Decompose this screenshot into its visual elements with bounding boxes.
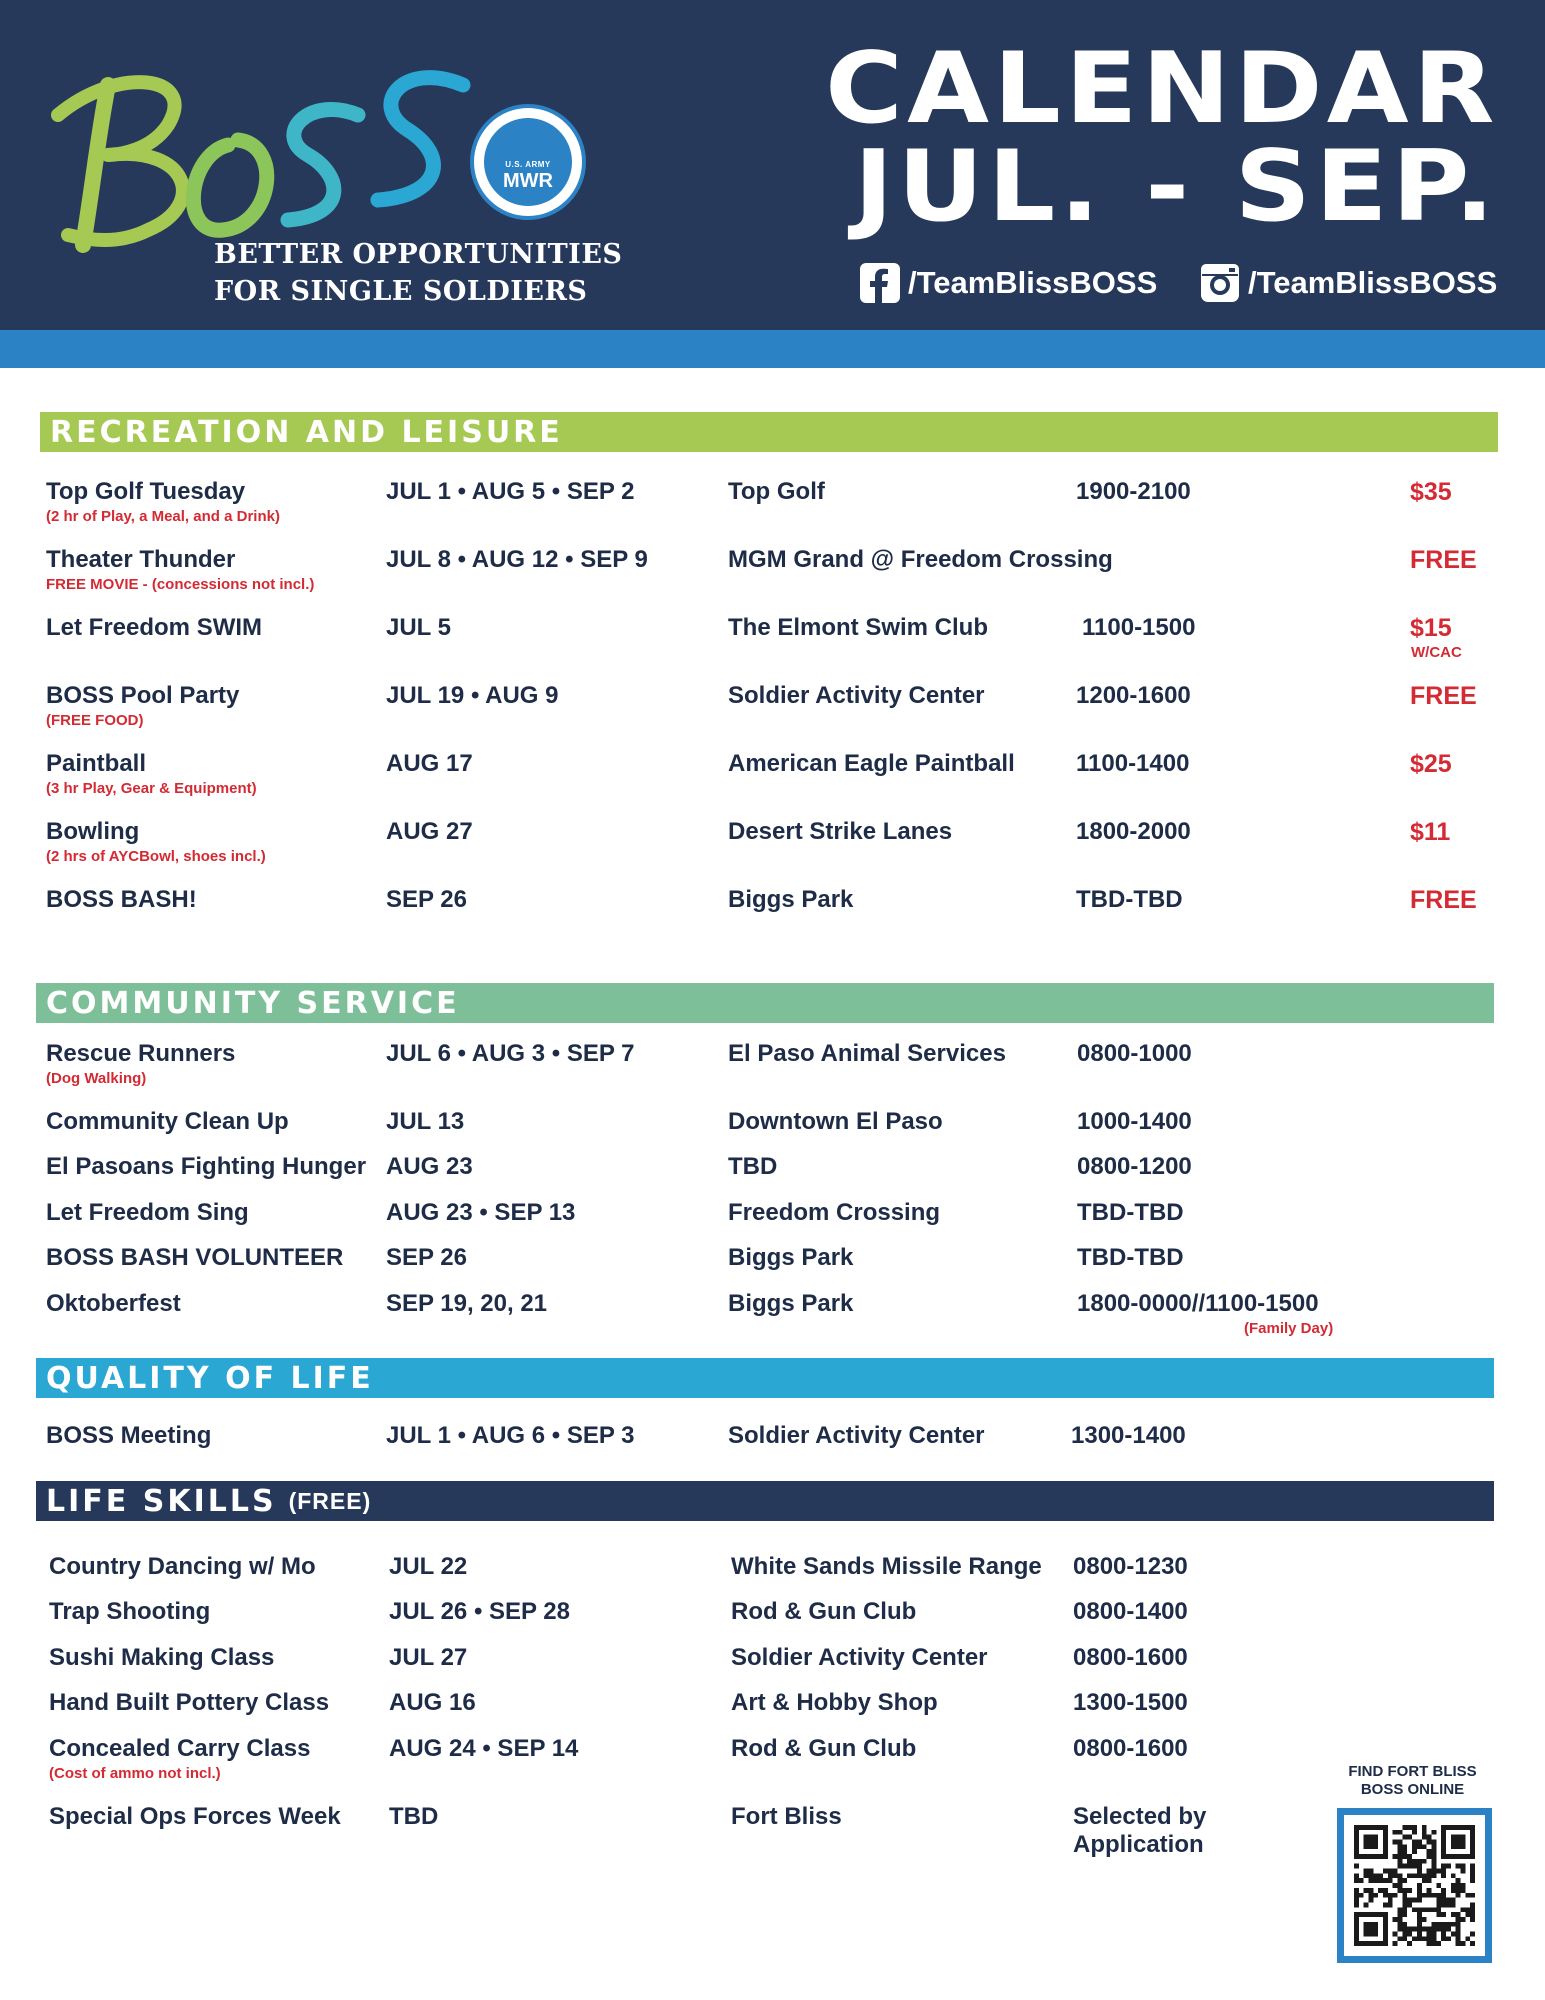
event-time: 1300-1400 <box>1071 1422 1186 1449</box>
section-title: COMMUNITY SERVICE <box>46 985 460 1021</box>
boss-logo <box>38 45 478 265</box>
event-row <box>0 818 1545 878</box>
event-row <box>0 478 1545 538</box>
event-dates: AUG 24 • SEP 14 <box>389 1735 579 1762</box>
section-title: RECREATION AND LEISURE <box>50 414 563 450</box>
event-dates: SEP 26 <box>386 1244 467 1271</box>
event-location: Downtown El Paso <box>728 1108 943 1135</box>
event-name: Let Freedom Sing <box>46 1199 249 1226</box>
event-dates: AUG 27 <box>386 818 473 845</box>
event-dates: SEP 19, 20, 21 <box>386 1290 548 1317</box>
event-row <box>0 886 1545 946</box>
event-location: Top Golf <box>728 478 825 505</box>
event-price-note: W/CAC <box>1411 644 1462 661</box>
event-location: Freedom Crossing <box>728 1199 941 1226</box>
event-time: 1900-2100 <box>1076 478 1191 505</box>
event-location: El Paso Animal Services <box>728 1040 1006 1067</box>
tagline <box>214 236 622 310</box>
event-dates: JUL 27 <box>389 1644 468 1671</box>
event-dates: AUG 16 <box>389 1689 476 1716</box>
event-location: Soldier Activity Center <box>731 1644 988 1671</box>
event-price: $25 <box>1410 750 1452 778</box>
event-row <box>0 750 1545 810</box>
qr-code-icon <box>1354 1825 1475 1946</box>
event-dates: JUL 19 • AUG 9 <box>386 682 559 709</box>
event-location: TBD <box>728 1153 778 1180</box>
event-price: $11 <box>1410 818 1451 846</box>
header-stripe <box>0 330 1545 368</box>
section-header-quality <box>36 1358 1494 1398</box>
event-price: $15 <box>1410 614 1452 642</box>
event-name: Paintball <box>46 750 147 777</box>
event-name: El Pasoans Fighting Hunger <box>46 1153 367 1180</box>
event-price: FREE <box>1410 546 1477 574</box>
event-price: $35 <box>1410 478 1452 506</box>
event-location: Desert Strike Lanes <box>728 818 953 845</box>
event-dates: SEP 26 <box>386 886 467 913</box>
qr-code[interactable] <box>1337 1808 1492 1963</box>
event-name: Top Golf Tuesday <box>46 478 246 505</box>
calendar-title-line-1: CALENDAR <box>825 32 1499 146</box>
section-header-lifeskills <box>36 1481 1494 1521</box>
event-note: (2 hr of Play, a Meal, and a Drink) <box>46 508 280 525</box>
event-note: (3 hr Play, Gear & Equipment) <box>46 780 257 797</box>
qr-caption-line-2: BOSS ONLINE <box>1360 1781 1465 1798</box>
event-dates: JUL 13 <box>386 1108 465 1135</box>
mwr-logo <box>470 104 586 220</box>
event-location: Biggs Park <box>728 1290 854 1317</box>
event-location: Soldier Activity Center <box>728 1422 985 1449</box>
event-row <box>0 1290 1545 1350</box>
event-time: 1800-2000 <box>1076 818 1191 845</box>
event-name: BOSS BASH VOLUNTEER <box>46 1244 344 1271</box>
event-time: 1200-1600 <box>1076 682 1191 709</box>
facebook-icon <box>860 263 900 303</box>
event-row <box>0 1803 1545 1863</box>
instagram-icon <box>1200 263 1240 303</box>
event-location: Rod & Gun Club <box>731 1598 917 1625</box>
facebook-link[interactable] <box>860 260 1157 306</box>
instagram-handle: /TeamBlissBOSS <box>1248 265 1498 300</box>
event-time: 0800-1000 <box>1077 1040 1192 1067</box>
event-name: BOSS BASH! <box>46 886 197 913</box>
header-banner <box>0 0 1545 330</box>
event-row <box>0 1735 1545 1795</box>
event-name: Trap Shooting <box>49 1598 211 1625</box>
event-time: 0800-1230 <box>1073 1553 1188 1580</box>
event-row <box>0 1040 1545 1100</box>
section-header-community <box>36 983 1494 1023</box>
event-name: Country Dancing w/ Mo <box>49 1553 316 1580</box>
event-time: 1300-1500 <box>1073 1689 1188 1716</box>
event-name: Community Clean Up <box>46 1108 289 1135</box>
event-time: 1800-0000//1100-1500 <box>1077 1290 1319 1317</box>
event-name: Rescue Runners <box>46 1040 236 1067</box>
event-time: 0800-1600 <box>1073 1644 1188 1671</box>
event-time-line-1: Selected by <box>1073 1803 1207 1830</box>
event-note: (2 hrs of AYCBowl, shoes incl.) <box>46 848 266 865</box>
mwr-logo-top: U.S. ARMY <box>505 160 551 169</box>
section-subtitle: (FREE) <box>288 1487 372 1514</box>
event-row <box>0 546 1545 606</box>
event-note: (Dog Walking) <box>46 1070 147 1087</box>
event-dates: JUL 26 • SEP 28 <box>389 1598 570 1625</box>
facebook-handle: /TeamBlissBOSS <box>908 265 1158 300</box>
event-name: Bowling <box>46 818 140 845</box>
boss-logo-text: BOSS <box>38 45 41 46</box>
event-name: BOSS Pool Party <box>46 682 240 709</box>
event-name: Theater Thunder <box>46 546 236 573</box>
event-row <box>0 614 1545 674</box>
event-name: Let Freedom SWIM <box>46 614 263 641</box>
event-location: MGM Grand @ Freedom Crossing <box>728 546 1113 573</box>
event-time: 1100-1500 <box>1082 614 1196 641</box>
event-location: Soldier Activity Center <box>728 682 985 709</box>
section-title: QUALITY OF LIFE <box>46 1360 374 1396</box>
event-time: 1100-1400 <box>1076 750 1190 777</box>
event-time: TBD-TBD <box>1076 886 1183 913</box>
event-row <box>0 1422 1545 1482</box>
qr-caption <box>1320 1763 1505 1799</box>
event-dates: AUG 17 <box>386 750 473 777</box>
mwr-logo-text: MWR <box>503 170 553 192</box>
event-note: FREE MOVIE - (concessions not incl.) <box>46 576 315 593</box>
event-name: BOSS Meeting <box>46 1422 212 1449</box>
event-price: FREE <box>1410 682 1477 710</box>
event-time: TBD-TBD <box>1077 1199 1184 1226</box>
event-location: Biggs Park <box>728 886 854 913</box>
event-time: 0800-1400 <box>1073 1598 1188 1625</box>
event-name: Special Ops Forces Week <box>49 1803 341 1830</box>
event-location: American Eagle Paintball <box>728 750 1015 777</box>
calendar-title-line-2: JUL. - SEP. <box>854 130 1499 244</box>
event-name: Hand Built Pottery Class <box>49 1689 330 1716</box>
event-name: Sushi Making Class <box>49 1644 275 1671</box>
event-location: The Elmont Swim Club <box>728 614 989 641</box>
event-dates: JUL 1 • AUG 5 • SEP 2 <box>386 478 635 505</box>
event-time: TBD-TBD <box>1077 1244 1184 1271</box>
tagline-line-1: BETTER OPPORTUNITIES <box>214 239 623 270</box>
event-time: 1000-1400 <box>1077 1108 1192 1135</box>
section-title: LIFE SKILLS <box>46 1483 277 1519</box>
event-time: 0800-1200 <box>1077 1153 1192 1180</box>
event-location: Fort Bliss <box>731 1803 842 1830</box>
event-dates: JUL 8 • AUG 12 • SEP 9 <box>386 546 648 573</box>
event-location: Biggs Park <box>728 1244 854 1271</box>
event-time: 0800-1600 <box>1073 1735 1188 1762</box>
instagram-link[interactable] <box>1200 260 1497 306</box>
event-name: Concealed Carry Class <box>49 1735 311 1762</box>
event-location: Rod & Gun Club <box>731 1735 917 1762</box>
event-dates: TBD <box>389 1803 439 1830</box>
event-dates: JUL 1 • AUG 6 • SEP 3 <box>386 1422 635 1449</box>
event-location: Art & Hobby Shop <box>731 1689 938 1716</box>
event-row <box>0 682 1545 742</box>
event-time-line-2: Application <box>1073 1831 1204 1858</box>
event-dates: AUG 23 <box>386 1153 473 1180</box>
event-time-note: (Family Day) <box>1244 1320 1334 1337</box>
event-note: (Cost of ammo not incl.) <box>49 1765 221 1782</box>
event-price: FREE <box>1410 886 1477 914</box>
event-dates: AUG 23 • SEP 13 <box>386 1199 576 1226</box>
qr-caption-line-1: FIND FORT BLISS <box>1348 1763 1477 1780</box>
event-note: (FREE FOOD) <box>46 712 144 729</box>
calendar-title <box>825 32 1499 244</box>
event-name: Oktoberfest <box>46 1290 181 1317</box>
tagline-line-2: FOR SINGLE SOLDIERS <box>214 276 588 307</box>
section-header-recreation <box>40 412 1498 452</box>
event-dates: JUL 6 • AUG 3 • SEP 7 <box>386 1040 635 1067</box>
event-location: White Sands Missile Range <box>731 1553 1042 1580</box>
event-dates: JUL 5 <box>386 614 451 641</box>
event-dates: JUL 22 <box>389 1553 468 1580</box>
